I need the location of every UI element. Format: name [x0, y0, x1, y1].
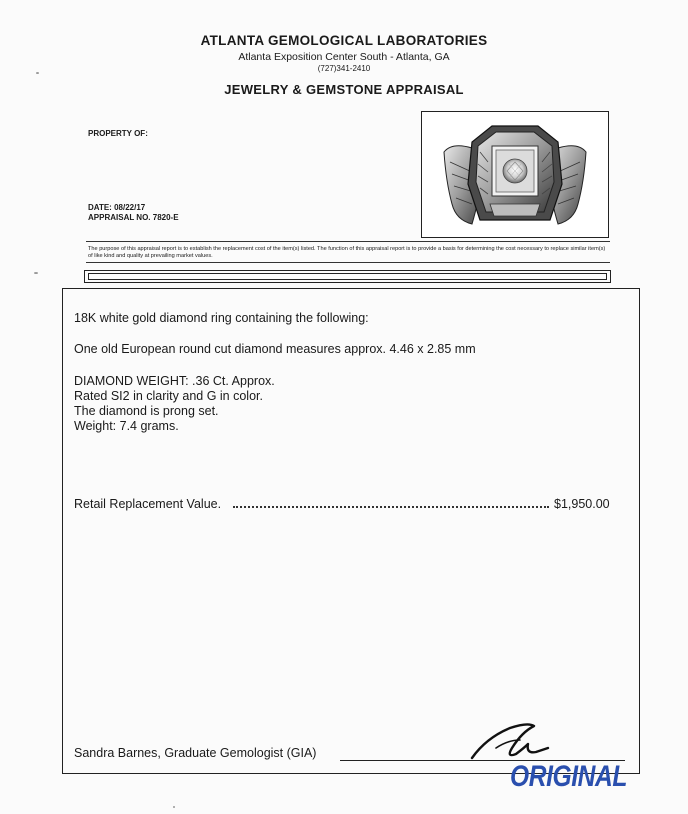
header-divider	[86, 241, 610, 242]
description-line-2: One old European round cut diamond measures approx. 4.46 x 2.85 mm	[74, 342, 476, 356]
property-of-label: PROPERTY OF:	[88, 129, 148, 138]
appraisal-date: DATE: 08/22/17	[88, 203, 146, 212]
diamond-setting: The diamond is prong set.	[74, 404, 219, 418]
handwritten-signature	[466, 718, 556, 766]
diamond-rating: Rated SI2 in clarity and G in color.	[74, 389, 263, 403]
diamond-weight: DIAMOND WEIGHT: .36 Ct. Approx.	[74, 374, 275, 388]
gemologist-name: Sandra Barnes, Graduate Gemologist (GIA)	[74, 746, 317, 760]
scan-speck	[34, 272, 38, 274]
company-phone: (727)341-2410	[317, 64, 371, 73]
scan-speck	[36, 72, 39, 74]
ring-photo-icon	[422, 112, 608, 237]
ring-photo-frame	[421, 111, 609, 238]
description-box	[62, 288, 640, 774]
appraisal-disclaimer: The purpose of this appraisal report is to establish the replacement cost of the item(s) listed. The function of this appraisal report is to provide a basis for determining the cost necessary to replace similar item(s) of like kind and quality at prevailing market values.	[88, 246, 606, 260]
decorative-double-bar	[84, 270, 611, 283]
value-label: Retail Replacement Value.	[74, 497, 222, 511]
company-name: ATLANTA GEMOLOGICAL LABORATORIES	[200, 33, 488, 48]
appraisal-number: APPRAISAL NO. 7820-E	[88, 213, 179, 222]
disclaimer-divider	[86, 262, 610, 263]
ring-weight: Weight: 7.4 grams.	[74, 419, 179, 433]
scan-speck	[173, 806, 175, 808]
document-title: JEWELRY & GEMSTONE APPRAISAL	[224, 82, 464, 97]
decorative-double-bar-inner	[88, 273, 607, 280]
original-stamp: ORIGINAL	[510, 760, 627, 793]
value-amount: $1,950.00	[554, 497, 610, 511]
company-address: Atlanta Exposition Center South - Atlanta, GA	[238, 51, 450, 63]
value-dot-leader	[233, 496, 549, 508]
description-line-1: 18K white gold diamond ring containing the following:	[74, 311, 369, 325]
